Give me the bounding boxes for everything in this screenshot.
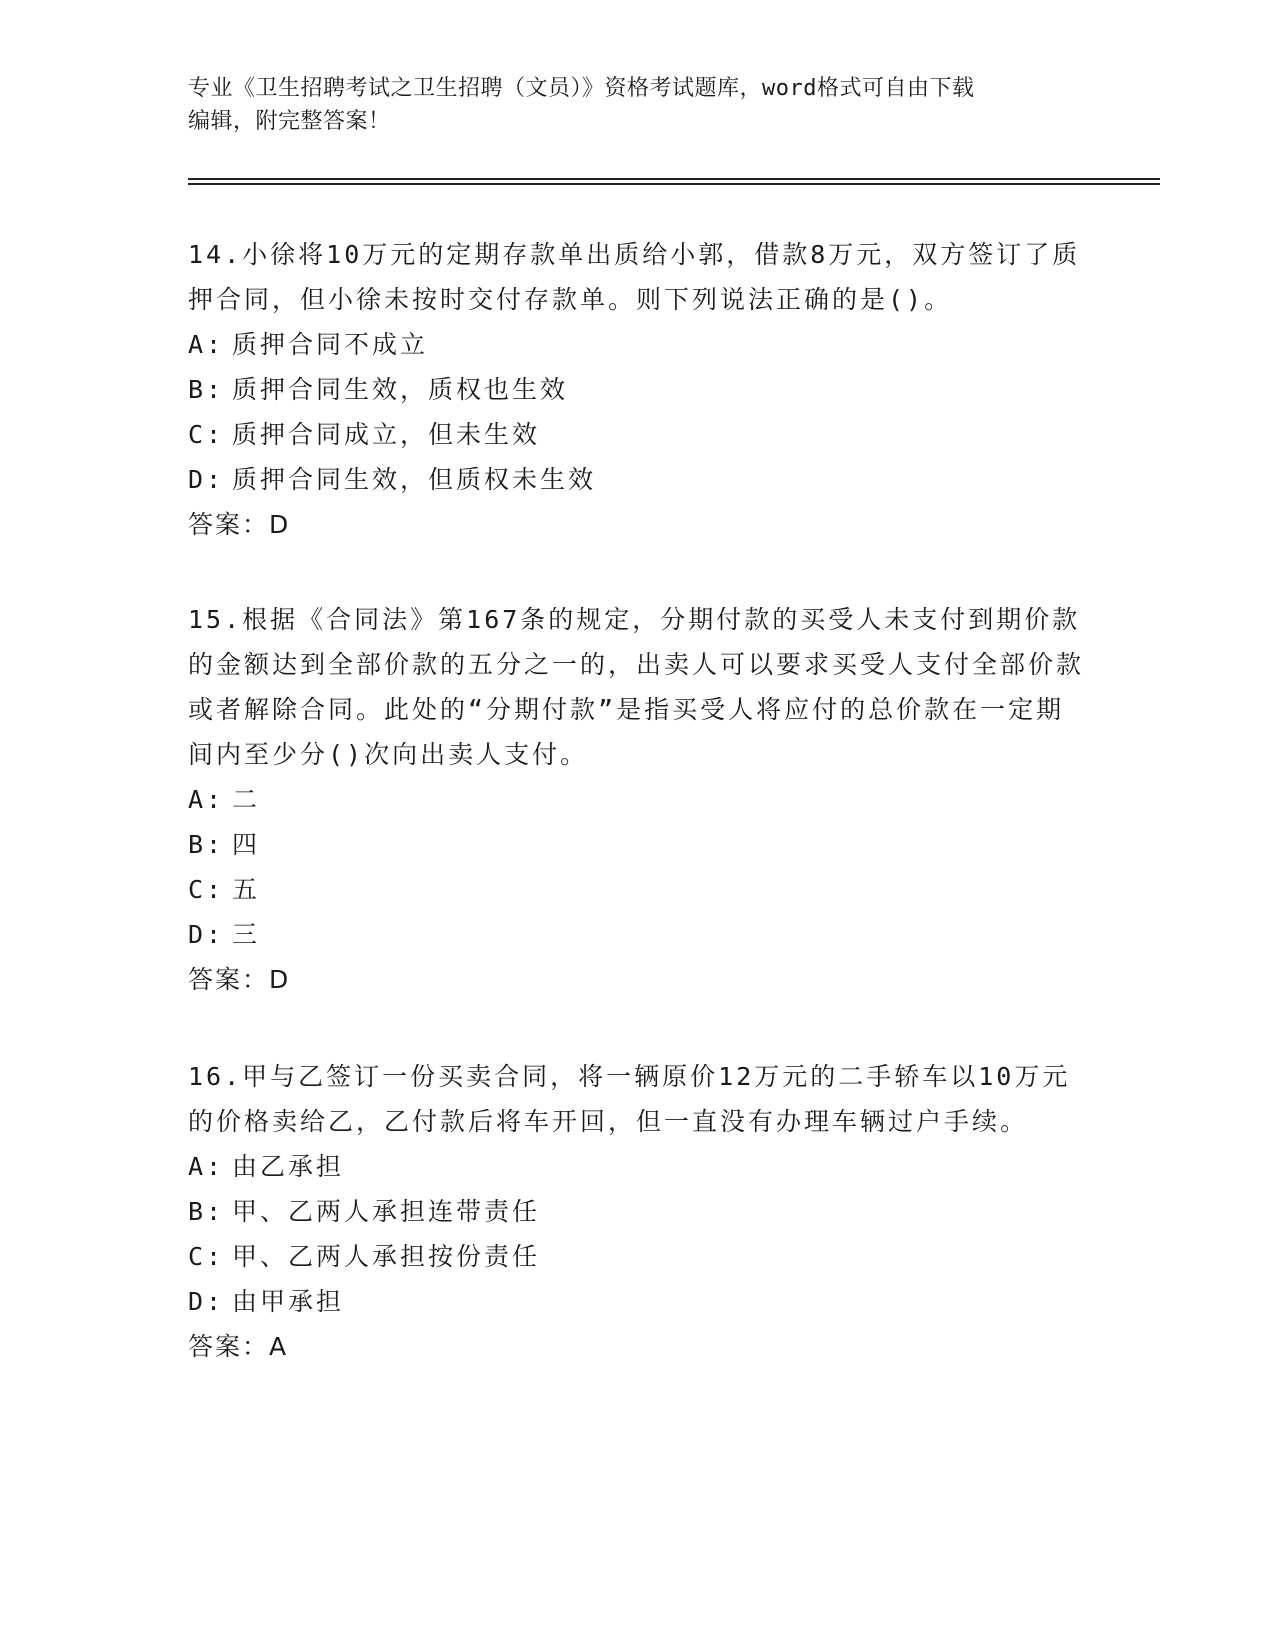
question-15 bbox=[188, 597, 1088, 1002]
question-stem: 16.甲与乙签订一份买卖合同，将一辆原价12万元的二手轿车以10万元的价格卖给乙，乙付款后将车开回，但一直没有办理车辆过户手续。 bbox=[188, 1062, 1071, 1136]
option-text: 四 bbox=[232, 830, 261, 859]
header-divider-bottom bbox=[188, 183, 1160, 185]
option-key: C: bbox=[188, 1242, 225, 1271]
option-text: 甲、乙两人承担按份责任 bbox=[232, 1242, 541, 1271]
option-key: A: bbox=[188, 1152, 225, 1181]
option-key: B: bbox=[188, 1197, 225, 1226]
option-a bbox=[188, 777, 1088, 822]
option-c bbox=[188, 1234, 1088, 1279]
option-a bbox=[188, 322, 1088, 367]
option-key: D: bbox=[188, 465, 225, 494]
option-text: 由甲承担 bbox=[232, 1287, 345, 1316]
option-b bbox=[188, 822, 1088, 867]
header-line-2: 编辑，附完整答案！ bbox=[188, 109, 391, 134]
option-key: B: bbox=[188, 375, 225, 404]
option-a bbox=[188, 1144, 1088, 1189]
answer-line: 答案：D bbox=[188, 510, 291, 539]
option-text: 三 bbox=[232, 920, 261, 949]
option-key: B: bbox=[188, 830, 225, 859]
question-16 bbox=[188, 1054, 1088, 1369]
option-key: D: bbox=[188, 1287, 225, 1316]
option-b bbox=[188, 367, 1088, 412]
option-d bbox=[188, 457, 1088, 502]
option-b bbox=[188, 1189, 1088, 1234]
option-key: A: bbox=[188, 330, 225, 359]
option-d bbox=[188, 912, 1088, 957]
option-text: 质押合同生效，质权也生效 bbox=[232, 375, 569, 404]
option-key: A: bbox=[188, 785, 225, 814]
option-text: 质押合同成立，但未生效 bbox=[232, 420, 541, 449]
option-d bbox=[188, 1279, 1088, 1324]
option-text: 二 bbox=[232, 785, 261, 814]
option-text: 由乙承担 bbox=[232, 1152, 345, 1181]
question-stem: 14.小徐将10万元的定期存款单出质给小郭，借款8万元，双方签订了质押合同，但小徐未按时交付存款单。则下列说法正确的是()。 bbox=[188, 240, 1081, 314]
header-divider-top bbox=[188, 178, 1160, 180]
document-header bbox=[188, 72, 1068, 138]
option-text: 质押合同生效，但质权未生效 bbox=[232, 465, 597, 494]
question-stem: 15.根据《合同法》第167条的规定，分期付款的买受人未支付到期价款的金额达到全部价款的五分之一的，出卖人可以要求买受人支付全部价款或者解除合同。此处的“分期付款”是指买受人将应付的总价款在一定期间内至少分()次向出卖人支付。 bbox=[188, 605, 1085, 769]
option-text: 五 bbox=[232, 875, 261, 904]
header-line-1: 专业《卫生招聘考试之卫生招聘（文员）》资格考试题库，word格式可自由下载 bbox=[188, 76, 975, 101]
option-text: 质押合同不成立 bbox=[232, 330, 429, 359]
option-key: D: bbox=[188, 920, 225, 949]
option-text: 甲、乙两人承担连带责任 bbox=[232, 1197, 541, 1226]
option-key: C: bbox=[188, 420, 225, 449]
question-14 bbox=[188, 232, 1088, 547]
answer-line: 答案：A bbox=[188, 1332, 289, 1361]
option-key: C: bbox=[188, 875, 225, 904]
answer-line: 答案：D bbox=[188, 965, 291, 994]
option-c bbox=[188, 867, 1088, 912]
option-c bbox=[188, 412, 1088, 457]
